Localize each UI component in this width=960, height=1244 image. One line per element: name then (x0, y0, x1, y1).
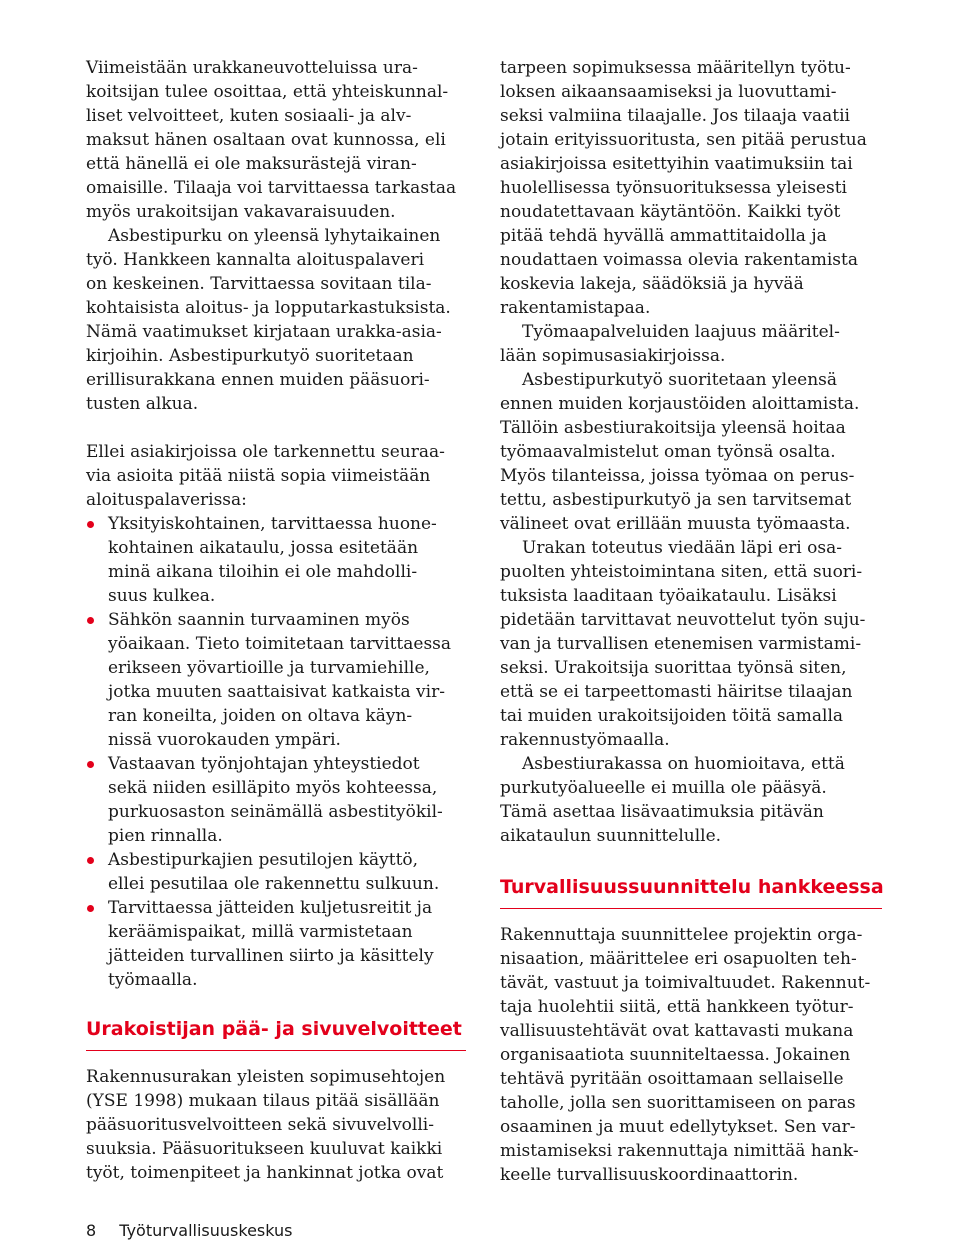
text-line: erillisurakkana ennen muiden pääsuori- (86, 370, 430, 390)
bullet-line: Sähkön saannin turvaaminen myös (86, 608, 466, 632)
text-line: tusten alkua. (86, 394, 199, 414)
text-line: työmaavalmistelut oman työnsä osalta. (500, 442, 836, 462)
text-line: huolellisessa työnsuorituksessa yleisesti (500, 178, 847, 198)
section-heading: Turvallisuussuunnittelu hankkeessa (500, 876, 884, 898)
paragraph-1 (86, 56, 466, 224)
text-line: Ellei asiakirjoissa ole tarkennettu seuraa- (86, 442, 445, 462)
text-line: purkutyöalueelle ei muilla ole pääsyä. (500, 778, 827, 798)
text-line: jotain erityissuoritusta, sen pitää perustua (500, 130, 867, 150)
text-line: välineet ovat erillään muusta työmaasta. (500, 514, 851, 534)
text-line: noudattaen voimassa olevia rakentamista (500, 250, 858, 270)
text-line: että hänellä ei ole maksurästejä viran- (86, 154, 417, 174)
text-line: organisaatiota suunniteltaessa. Jokainen (500, 1045, 851, 1065)
paragraph-3 (500, 368, 882, 536)
text-line: on keskeinen. Tarvittaessa sovitaan tila- (86, 274, 432, 294)
text-line: Viimeistään urakkaneuvotteluissa ura- (86, 58, 418, 78)
page-number: 8 (86, 1221, 97, 1240)
text-line: van ja turvallisen etenemisen varmistami- (500, 634, 862, 654)
paragraph-1 (500, 56, 882, 320)
text-line: taholle, jolla sen suorittamiseen on paras (500, 1093, 856, 1113)
text-line: työt, toimenpiteet ja hankinnat jotka ovat (86, 1163, 444, 1183)
text-line: Rakennuttaja suunnittelee projektin orga- (500, 925, 863, 945)
text-line: seksi. Urakoitsija suorittaa työnsä siten, (500, 658, 847, 678)
paragraph-6 (500, 923, 882, 1187)
text-line: tehtävä pyritään osoittamaan sellaiselle (500, 1069, 844, 1089)
text-line: rakennustyömaalla. (500, 730, 670, 750)
text-line: Urakan toteutus viedään läpi eri osa- (522, 538, 842, 558)
bullet-line: Tarvittaessa jätteiden kuljetusreitit ja (86, 896, 466, 920)
text-line: jätteiden turvallinen siirto ja käsittely (108, 946, 434, 966)
text-line: keräämispaikat, millä varmistetaan (108, 922, 413, 942)
section-heading: Urakoistijan pää- ja sivuvelvoitteet (86, 1018, 462, 1040)
text-line: suuksia. Pääsuoritukseen kuuluvat kaikki (86, 1139, 443, 1159)
text-line: Rakennusurakan yleisten sopimusehtojen (86, 1067, 446, 1087)
text-line: koitsijan tulee osoittaa, että yhteiskunnal- (86, 82, 449, 102)
text-line: yöaikaan. Tieto toimitetaan tarvittaessa (108, 634, 452, 654)
paragraph-4 (86, 1065, 466, 1185)
heading-rule (86, 1050, 466, 1051)
text-line: pitää tehdä hyvällä ammattitaidolla ja (500, 226, 827, 246)
text-line: tävät, vastuut ja toimivaltuudet. Rakennut- (500, 973, 871, 993)
text-line: minä aikana tiloihin ei ole mahdolli- (108, 562, 418, 582)
text-line: puolten yhteistoimintana siten, että suori- (500, 562, 863, 582)
text-line: jotka muuten saattaisivat katkaista vir- (108, 682, 445, 702)
text-line: Asbestipurkutyö suoritetaan yleensä (522, 370, 838, 390)
bullet-list (86, 512, 466, 992)
text-line: aloituspalaverissa: (86, 490, 247, 510)
paragraph-5 (500, 752, 882, 848)
text-line: nissä vuorokauden ympäri. (108, 730, 341, 750)
text-line: omaisille. Tilaaja voi tarvittaessa tarkastaa (86, 178, 457, 198)
paragraph-2 (500, 320, 882, 368)
text-line: maksut hänen osaltaan ovat kunnossa, eli (86, 130, 446, 150)
text-line: tarpeen sopimuksessa määritellyn työtu- (500, 58, 851, 78)
text-line: ran koneilta, joiden on oltava käyn- (108, 706, 413, 726)
text-line: aikataulun suunnittelulle. (500, 826, 722, 846)
bullet-item (86, 752, 466, 848)
left-column (86, 56, 466, 1185)
text-line: tuksista laaditaan työaikataulu. Lisäksi (500, 586, 837, 606)
text-line: keelle turvallisuuskoordinaattorin. (500, 1165, 799, 1185)
text-line: osaaminen ja muut edellytykset. Sen var- (500, 1117, 856, 1137)
text-line: taja huolehtii siitä, että hankkeen työtur- (500, 997, 854, 1017)
text-line: kohtaisista aloitus- ja lopputarkastuksista. (86, 298, 451, 318)
spacer (500, 848, 882, 874)
text-line: myös urakoitsijan vakavaraisuuden. (86, 202, 396, 222)
text-line: koskevia lakeja, säädöksiä ja hyvää (500, 274, 804, 294)
text-line: rakentamistapaa. (500, 298, 651, 318)
text-line: liset velvoitteet, kuten sosiaali- ja alv- (86, 106, 412, 126)
text-line: pien rinnalla. (108, 826, 223, 846)
right-column (500, 56, 882, 1187)
text-line: lään sopimusasiakirjoissa. (500, 346, 726, 366)
text-line: pidetään tarvittavat neuvottelut työn suju- (500, 610, 866, 630)
spacer (86, 992, 466, 1016)
text-line: suus kulkea. (108, 586, 216, 606)
bullet-item (86, 608, 466, 752)
text-line: tai muiden urakoitsijoiden töitä samalla (500, 706, 844, 726)
text-line: (YSE 1998) mukaan tilaus pitää sisällään (86, 1091, 440, 1111)
heading-rule (500, 908, 882, 909)
text-line: Myös tilanteissa, joissa työmaa on perus- (500, 466, 855, 486)
text-line: Tämä asettaa lisävaatimuksia pitävän (500, 802, 824, 822)
text-line: nisaation, määrittelee eri osapuolten teh- (500, 949, 857, 969)
bullet-item (86, 896, 466, 992)
page-footer (86, 1220, 293, 1242)
text-line: Työmaapalveluiden laajuus määritel- (522, 322, 840, 342)
text-line: mistamiseksi rakennuttaja nimittää hank- (500, 1141, 859, 1161)
paragraph-2 (86, 224, 466, 416)
text-line: kohtainen aikataulu, jossa esitetään (108, 538, 419, 558)
paragraph-3 (86, 440, 466, 512)
text-line: että se ei tarpeettomasti häiritse tilaajan (500, 682, 853, 702)
bullet-item (86, 512, 466, 608)
text-line: Asbestiurakassa on huomioitava, että (522, 754, 845, 774)
text-line: Nämä vaatimukset kirjataan urakka-asia- (86, 322, 442, 342)
spacer (86, 416, 466, 440)
text-line: via asioita pitää niistä sopia viimeistään (86, 466, 431, 486)
bullet-line: Yksityiskohtainen, tarvittaessa huone- (86, 512, 466, 536)
text-line: työ. Hankkeen kannalta aloituspalaveri (86, 250, 425, 270)
text-line: työmaalla. (108, 970, 198, 990)
text-line: Asbestipurku on yleensä lyhytaikainen (108, 226, 441, 246)
text-line: pääsuoritusvelvoitteen sekä sivuvelvolli- (86, 1115, 434, 1135)
bullet-line: Vastaavan työnjohtajan yhteystiedot (86, 752, 466, 776)
publisher-name: Työturvallisuuskeskus (119, 1221, 293, 1240)
text-line: asiakirjoissa esitettyihin vaatimuksiin tai (500, 154, 853, 174)
text-line: noudatettavaan käytäntöön. Kaikki työt (500, 202, 841, 222)
text-line: tettu, asbestipurkutyö ja sen tarvitsemat (500, 490, 852, 510)
text-line: vallisuustehtävät ovat kattavasti mukana (500, 1021, 854, 1041)
text-line: erikseen yövartioille ja turvamiehille, (108, 658, 430, 678)
text-line: purkuosaston seinämällä asbestityökil- (108, 802, 443, 822)
text-line: ennen muiden korjaustöiden aloittamista. (500, 394, 860, 414)
text-line: sekä niiden esilläpito myös kohteessa, (108, 778, 438, 798)
text-line: kirjoihin. Asbestipurkutyö suoritetaan (86, 346, 414, 366)
text-line: ellei pesutilaa ole rakennettu sulkuun. (108, 874, 440, 894)
bullet-item (86, 848, 466, 896)
text-line: Tällöin asbestiurakoitsija yleensä hoitaa (500, 418, 846, 438)
bullet-line: Asbestipurkajien pesutilojen käyttö, (86, 848, 466, 872)
text-line: loksen aikaansaamiseksi ja luovuttami- (500, 82, 837, 102)
paragraph-4 (500, 536, 882, 752)
text-line: seksi valmiina tilaajalle. Jos tilaaja vaatii (500, 106, 850, 126)
